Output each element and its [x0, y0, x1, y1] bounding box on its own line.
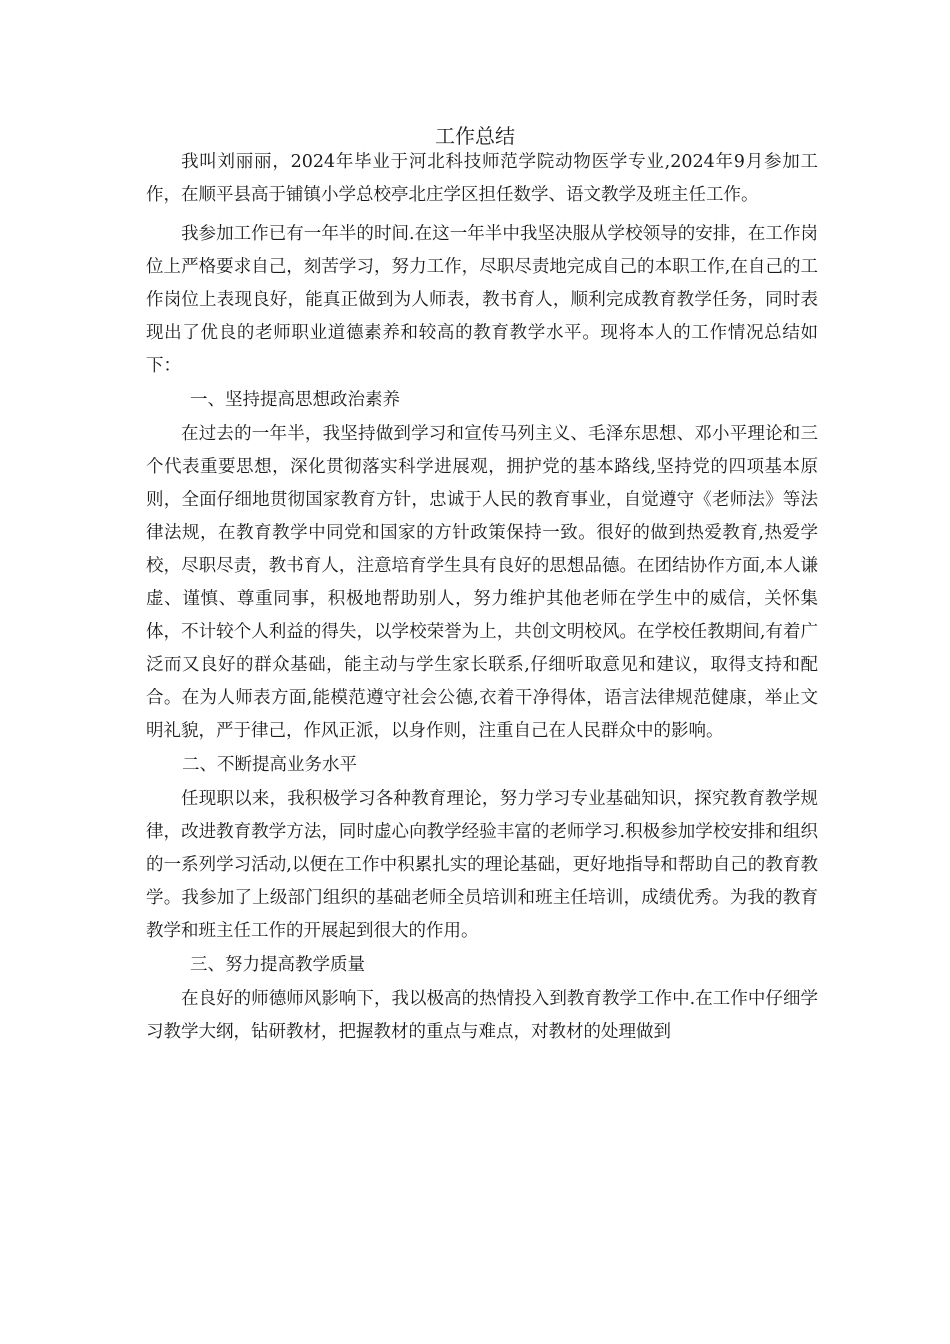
- section-heading-2: 二、不断提高业务水平: [182, 755, 357, 775]
- section-heading-1: 一、坚持提高思想政治素养: [190, 390, 400, 410]
- section-heading-3: 三、努力提高教学质量: [190, 955, 365, 975]
- document-title: 工作总结: [435, 124, 515, 148]
- paragraph-section-2: 任现职以来，我积极学习各种教育理论，努力学习专业基础知识，探究教育教学规律，改进教育教学方法，同时虚心向教学经验丰富的老师学习.积极参加学校安排和组织的一系列学习活动,以便在工作中积累扎实的理论基础，更好地指导和帮助自己的教育教学。我参加了上级部门组织的基础老师全员培训和班主任培训，成绩优秀。为我的教育教学和班主任工作的开展起到很大的作用。: [146, 789, 818, 941]
- paragraph-intro: 我叫刘丽丽，2024年毕业于河北科技师范学院动物医学专业,2024年9月参加工作，在顺平县高于铺镇小学总校亭北庄学区担任数学、语文教学及班主任工作。: [146, 152, 818, 205]
- paragraph-overview: 我参加工作已有一年半的时间.在这一年半中我坚决服从学校领导的安排，在工作岗位上严格要求自己，刻苦学习，努力工作，尽职尽责地完成自己的本职工作,在自己的工作岗位上表现良好，能真正做到为人师表，教书育人，顺利完成教育教学任务，同时表现出了优良的老师职业道德素养和较高的教育教学水平。现将本人的工作情况总结如下：: [146, 224, 818, 376]
- paragraph-section-1: 在过去的一年半，我坚持做到学习和宣传马列主义、毛泽东思想、邓小平理论和三个代表重要思想，深化贯彻落实科学进展观，拥护党的基本路线,坚持党的四项基本原则，全面仔细地贯彻国家教育方针，忠诚于人民的教育事业，自觉遵守《老师法》等法律法规，在教育教学中同党和国家的方针政策保持一致。很好的做到热爱教育,热爱学校，尽职尽责，教书育人，注意培育学生具有良好的思想品德。在团结协作方面,本人谦虚、谨慎、尊重同事，积极地帮助别人，努力维护其他老师在学生中的威信，关怀集体，不计较个人利益的得失，以学校荣誉为上，共创文明校风。在学校任教期间,有着广泛而又良好的群众基础，能主动与学生家长联系,仔细听取意见和建议，取得支持和配合。在为人师表方面,能模范遵守社会公德,衣着干净得体，语言法律规范健康，举止文明礼貌，严于律己，作风正派，以身作则，注重自己在人民群众中的影响。: [146, 424, 818, 741]
- paragraph-section-3: 在良好的师德师风影响下，我以极高的热情投入到教育教学工作中.在工作中仔细学习教学大纲，钻研教材，把握教材的重点与难点，对教材的处理做到: [146, 989, 818, 1042]
- document-body: [146, 146, 818, 1049]
